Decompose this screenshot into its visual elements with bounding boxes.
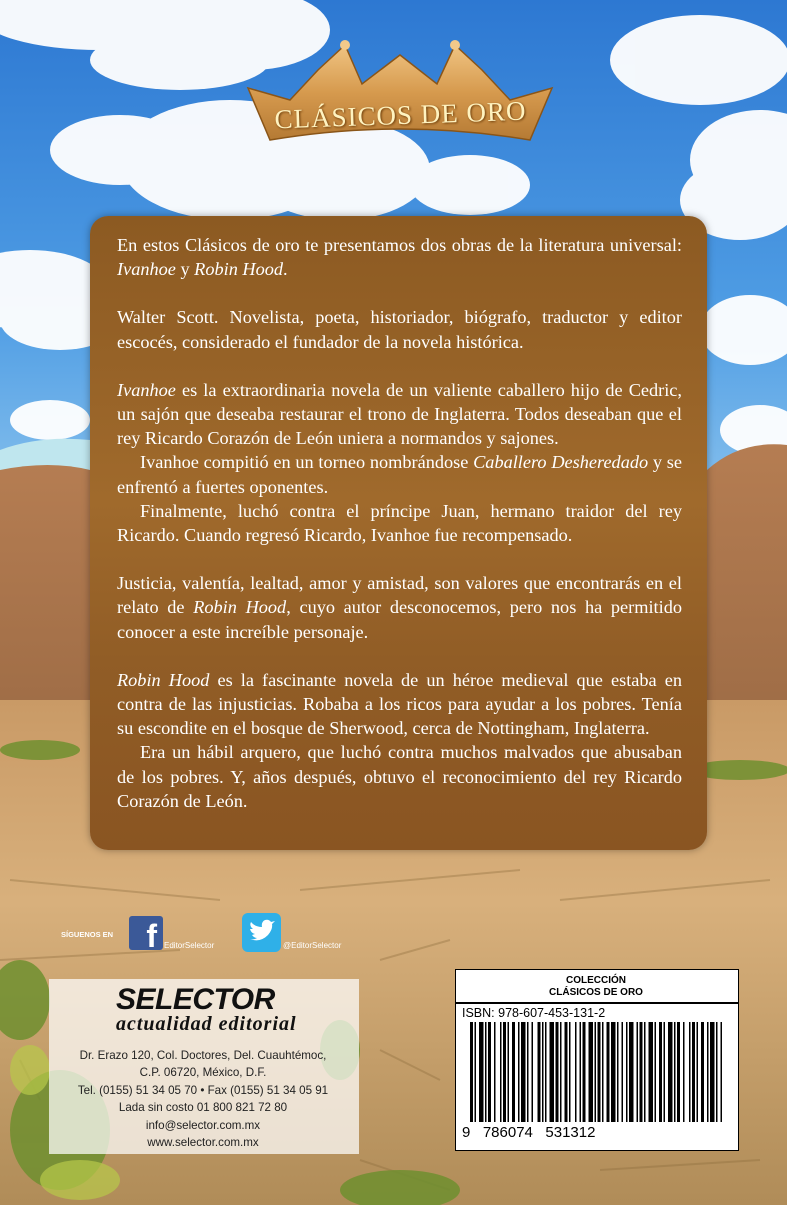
- barcode-bars: [462, 1022, 730, 1124]
- synopsis-text: [117, 233, 682, 813]
- synopsis-paragraph: Robin Hood es la fascinante novela de un héroe medieval que estaba en contra de las injusticias. Robaba a los ricos para ayudar a los pobres. Tenía su escondite en el bosque de Sherwood, cerca de Nottingham, Inglaterra.: [117, 669, 682, 739]
- email-line: info@selector.com.mx: [145, 1118, 261, 1132]
- phone-line: Tel. (0155) 51 34 05 70 • Fax (0155) 51 34 05 91: [77, 1083, 329, 1097]
- address-line: C.P. 06720, México, D.F.: [139, 1066, 267, 1080]
- facebook-icon[interactable]: f: [129, 916, 163, 950]
- twitter-icon[interactable]: [242, 913, 281, 952]
- isbn-text: ISBN: 978-607-453-131-2: [462, 1006, 606, 1020]
- twitter-handle[interactable]: @EditorSelector: [283, 941, 342, 950]
- toll-free-line: Lada sin costo 01 800 821 72 80: [118, 1101, 288, 1115]
- publisher-tagline: actualidad editorial: [116, 1013, 297, 1035]
- publisher-logo: SELECTOR: [116, 983, 275, 1016]
- synopsis-paragraph: En estos Clásicos de oro te presentamos dos obras de la literatura universal: Ivanhoe y Robin Hood.: [117, 235, 682, 280]
- publisher-address: [52, 1047, 354, 1151]
- synopsis-paragraph: Ivanhoe compitió en un torneo nombrándose Caballero Desheredado y se enfrentó a fuertes oponentes.: [117, 452, 682, 497]
- synopsis-paragraph: Era un hábil arquero, que luchó contra muchos malvados que abusaban de los pobres. Y, años después, obtuvo el reconocimiento del rey Ricardo Corazón de León.: [117, 742, 682, 811]
- address-line: Dr. Erazo 120, Col. Doctores, Del. Cuauhtémoc,: [79, 1049, 327, 1062]
- synopsis-paragraph: Justicia, valentía, lealtad, amor y amistad, son valores que encontrarás en el relato de Robin Hood, cuyo autor desconocemos, pero nos ha permitido conocer a este increíble personaje.: [117, 573, 682, 642]
- facebook-handle[interactable]: EditorSelector: [164, 941, 215, 950]
- synopsis-paragraph: Finalmente, luchó contra el príncipe Juan, hermano traidor del rey Ricardo. Cuando regresó Ricardo, Ivanhoe fue recompensado.: [117, 500, 682, 546]
- divider: [455, 1002, 739, 1004]
- series-title: CLÁSICOS DE ORO: [274, 95, 527, 135]
- barcode-digits: 9 786074 531312: [462, 1124, 596, 1141]
- follow-us-label: SÍGUENOS EN: [61, 930, 114, 939]
- collection-label: COLECCIÓN CLÁSICOS DE ORO: [549, 975, 643, 998]
- synopsis-paragraph: Ivanhoe es la extraordinaria novela de un valiente caballero hijo de Cedric, un sajón que deseaba restaurar el trono de Inglaterra. Todos deseaban que el rey Ricardo Corazón de León uniera a normandos y sajones.: [117, 379, 682, 449]
- synopsis-paragraph: Walter Scott. Novelista, poeta, historiador, biógrafo, traductor y editor escocés, considerado el fundador de la novela histórica.: [117, 307, 682, 352]
- website-line: www.selector.com.mx: [147, 1136, 259, 1150]
